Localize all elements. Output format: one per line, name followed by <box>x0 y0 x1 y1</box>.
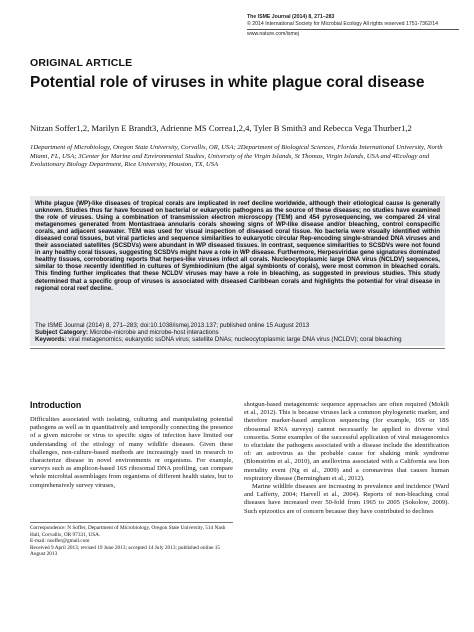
keywords <box>35 336 440 343</box>
header-rule <box>247 29 459 30</box>
journal-header <box>247 14 459 38</box>
correspondence-address: Correspondence: N Soffer, Department of Microbiology, Oregon State University, 514 Nash Hall, Corvallis, OR 97331, USA. <box>30 525 226 538</box>
subject-category <box>35 329 440 336</box>
footnote-rule <box>30 522 233 523</box>
article-type: ORIGINAL ARTICLE <box>30 57 133 69</box>
copyright-line: © 2014 International Society for Microbial Ecology All rights reserved 1751-7362/14 <box>247 21 438 27</box>
citation-line: The ISME Journal (2014) 8, 271–283; doi:10.1038/ismej.2013.137; published online 15 August 2013 <box>35 322 310 329</box>
abstract-text: White plague (WP)-like diseases of tropical corals are implicated in reef decline worldwide, although their etiological cause is generally unknown. Studies thus far have focused on bacterial or eukaryotic pathogens as the source of these diseases; no studies have examined the role of viruses. Using a combination of transmission electron microscopy (TEM) and 454 pyrosequencing, we compared 24 viral metagenomes generated from Montastraea annularis corals showing signs of WP-like disease and/or bleaching, control conspecific corals, and adjacent seawater. TEM was used for visual inspection of diseased coral tissue. No bacteria were visually identified within diseased coral tissues, but viral particles and sequence similarities to eukaryotic circular Rep-encoding single-stranded DNA viruses and their associated satellites (SCSDVs) were abundant in WP diseased tissues. In contrast, sequence similarities to SCSDVs were not found in any healthy coral tissues, suggesting SCSDVs might have a role in WP disease. Furthermore, Herpesviridae gene signatures dominated healthy tissues, corroborating reports that herpes-like viruses infect all corals. Nucleocytoplasmic large DNA virus (NCLDV) sequences, similar to those recently identified in cultures of Symbiodinium (the algal symbionts of corals), were most common in bleached corals. This finding further implicates that these NCLDV viruses may have a role in bleaching, as suggested in previous studies. This study determined that a specific group of viruses is associated with diseased Caribbean corals and highlights the potential for viral disease in regional coral reef decline. <box>35 200 440 292</box>
received-dates: Received 9 April 2013; revised 19 June 2013; accepted 14 July 2013; published online 15 August 2013 <box>30 544 221 558</box>
paragraph: shotgun-based metagenomic sequence approaches are often required (Mokili et al., 2012). This is because viruses lack a common phylogenetic marker, and therefore marker-based amplicon sequencing (for example, 16S or 18S ribosomal RNA surveys) cannot necessarily be applied to diverse viral consortia. Some examples of the successful application of viral metagenomics to elucidate the pathogens associated with a disease include the identification of: an astrovirus as the probable cause for shaking mink syndrome (Blomström et al., 2010), an anellovirus associated with a California sea lion mortality event (Ng et al., 2009) and a coronavirus that causes human respiratory disease (Bermingham et al., 2012). <box>244 401 449 482</box>
journal-url[interactable]: www.nature.com/ismej <box>247 31 299 37</box>
authors-text: Nitzan Soffer1,2, Marilyn E Brandt3, Adrienne MS Correa1,2,4, Tyler B Smith3 and Rebecca Vega Thurber1,2 <box>30 123 412 133</box>
subject-label: Subject Category: <box>35 329 88 337</box>
keywords-value: viral metagenomics; eukaryotic ssDNA virus; satellite DNAs; nucleocytoplasmic large DNA virus (NCLDV); coral bleaching <box>68 336 402 344</box>
abstract-divider <box>30 348 445 349</box>
affiliations-text: 1Department of Microbiology, Oregon State University, Corvallis, OR, USA; 2Department of Biological Sciences, Florida International University, North Miami, FL, USA; 3Center for Marine and Environmental Studies, University of the Virgin Islands, St Thomas, Virgin Islands, USA and 4Ecology and Evolutionary Biology Department, Rice University, Houston, TX, USA <box>30 144 443 169</box>
article-title: Potential role of viruses in white plague coral disease <box>30 74 425 91</box>
section-heading-introduction: Introduction <box>30 400 82 410</box>
subject-value: Microbe-microbe and microbe-host interactions <box>89 329 219 337</box>
keywords-label: Keywords: <box>35 336 67 344</box>
paragraph: Difficulties associated with isolating, culturing and manipulating potential pathogens as well as in quantitatively and temporally connecting the presence of a given microbe or virus to specific signs of infection have limited our understanding of the etiology of many wildlife diseases. Given these challenges, non-culture-based methods are increasingly used in research to characterize disease in novel environments or organisms. For example, surveys such as amplicon-based 16S ribosomal DNA profiling, can compare whole microbial assemblages from organisms of different health states, but to comprehensively survey viruses, <box>30 416 233 489</box>
author-list <box>30 123 445 134</box>
abstract-box <box>30 196 445 346</box>
correspondence-email[interactable]: E-mail: nsoffer@gmail.com <box>30 538 90 545</box>
correspondence-footnote <box>30 525 233 558</box>
paragraph: Marine wildlife diseases are increasing in prevalence and incidence (Ward and Lafferty, 2004; Harvell et al., 2004). Reports of non-bleaching coral diseases have increased over 50-fold from 1965 to 2005 (Sokolow, 2009). Such epizootics are of concern because they have contributed to declines <box>244 483 449 515</box>
abstract-meta <box>35 322 440 343</box>
affiliations <box>30 144 445 170</box>
body-column-left <box>30 416 233 490</box>
body-column-right <box>244 401 449 516</box>
journal-citation: The ISME Journal (2014) 8, 271–283 <box>247 14 335 20</box>
